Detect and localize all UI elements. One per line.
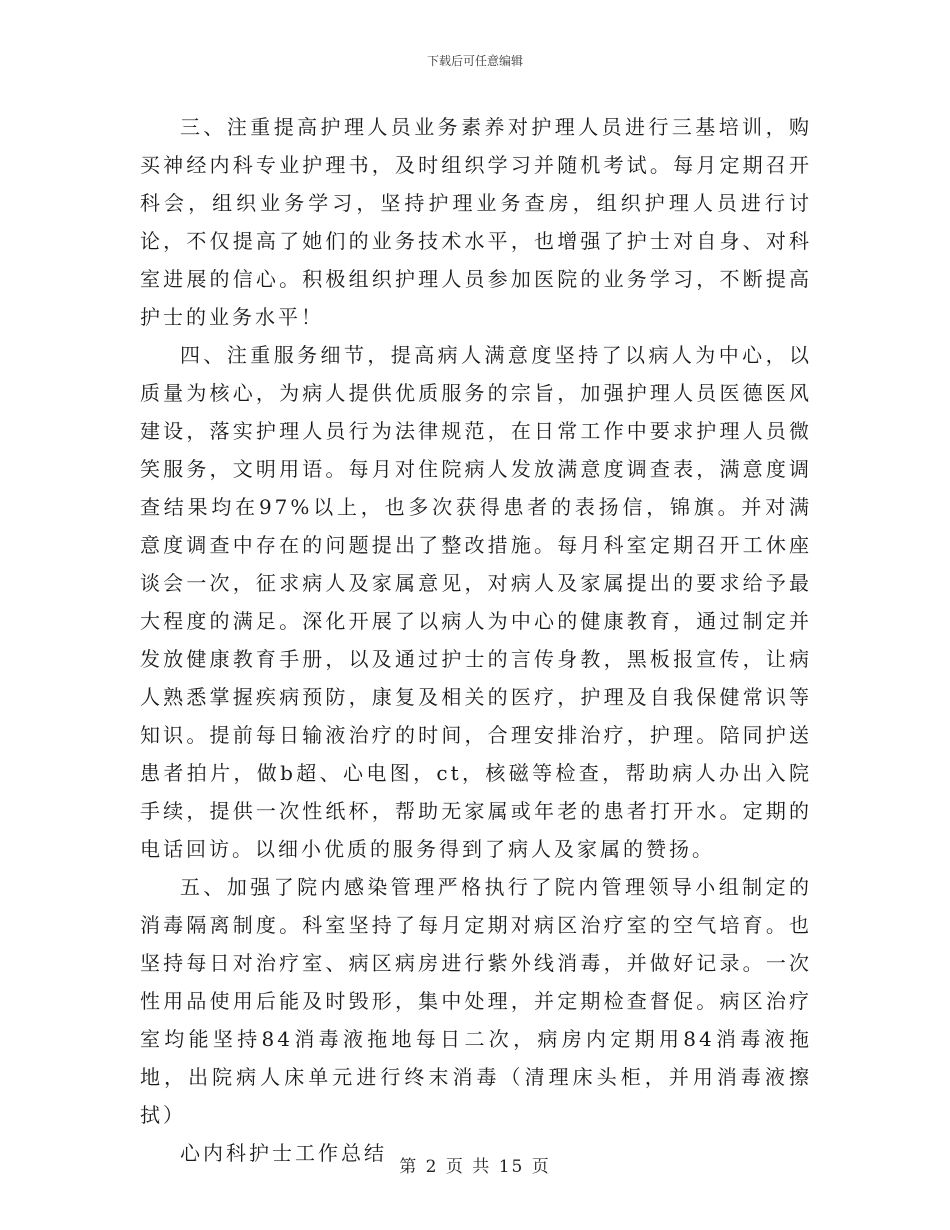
paragraph-infection-control: 五、加强了院内感染管理严格执行了院内管理领导小组制定的消毒隔离制度。科室坚持了每月定期对病区治疗室的空气培育。也坚持每日对治疗室、病区病房进行紫外线消毒，并做好记录。一次性用品使用后能及时毁形，集中处理，并定期检查督促。病区治疗室均能坚持84消毒液拖地每日二次，病房内定期用84消毒液拖地，出院病人床单元进行终末消毒（清理床头柜，并用消毒液擦拭）	[140, 875, 812, 1127]
paragraph-training: 三、注重提高护理人员业务素养对护理人员进行三基培训，购买神经内科专业护理书，及时组织学习并随机考试。每月定期召开科会，组织业务学习，坚持护理业务查房，组织护理人员进行讨论，不仅提高了她们的业务技术水平，也增强了护士对自身、对科室进展的信心。积极组织护理人员参加医院的业务学习，不断提高护士的业务水平！	[140, 115, 812, 329]
paragraph-service: 四、注重服务细节，提高病人满意度坚持了以病人为中心，以质量为核心，为病人提供优质服务的宗旨，加强护理人员医德医风建设，落实护理人员行为法律规范，在日常工作中要求护理人员微笑服务，文明用语。每月对住院病人发放满意度调查表，满意度调查结果均在97%以上，也多次获得患者的表扬信，锦旗。并对满意度调查中存在的问题提出了整改措施。每月科室定期召开工休座谈会一次，征求病人及家属意见，对病人及家属提出的要求给予最大程度的满足。深化开展了以病人为中心的健康教育，通过制定并发放健康教育手册，以及通过护士的言传身教，黑板报宣传，让病人熟悉掌握疾病预防，康复及相关的医疗，护理及自我保健常识等知识。提前每日输液治疗的时间，合理安排治疗，护理。陪同护送患者拍片，做b超、心电图，ct，核磁等检查，帮助病人办出入院手续，提供一次性纸杯，帮助无家属或年老的患者打开水。定期的电话回访。以细小优质的服务得到了病人及家属的赞扬。	[140, 343, 812, 861]
section-title: 心内科护士工作总结	[180, 1141, 387, 1165]
document-body	[140, 108, 812, 1172]
page-header: 下载后可任意编辑	[426, 54, 523, 68]
page-number-footer: 第 2 页 共 15 页	[399, 1157, 551, 1177]
